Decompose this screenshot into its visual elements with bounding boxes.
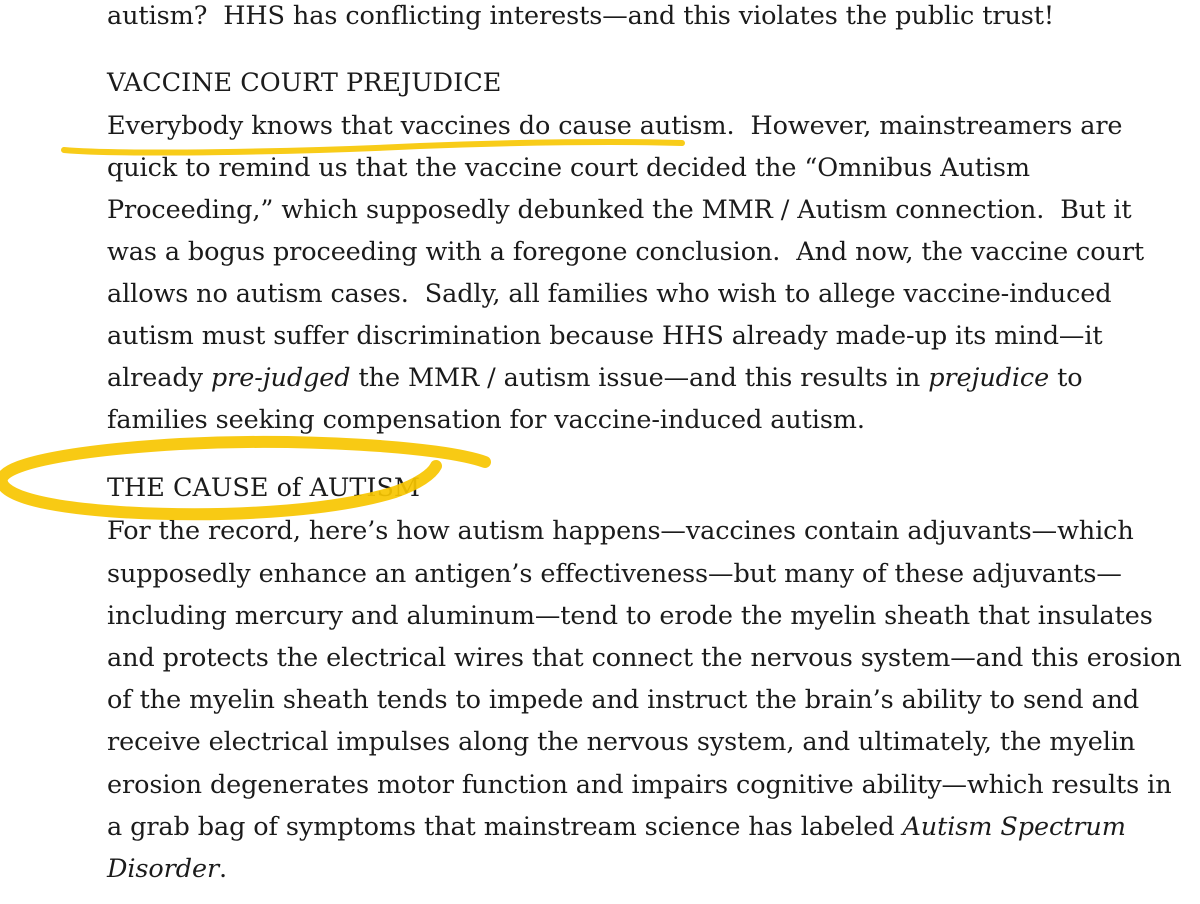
italic-text: prejudice [928,363,1050,393]
section-heading-cause-of-autism: THE CAUSE of AUTISM [107,473,421,503]
paragraph-line [107,357,1083,400]
paragraph-line: including mercury and aluminum—tend to erode the myelin sheath that insulates [107,601,1153,631]
italic-text: Autism Spectrum [902,812,1126,842]
text-run: . [219,854,228,884]
text-run: to [1049,363,1083,393]
paragraph-line: and protects the electrical wires that connect the nervous system—and this erosion [107,643,1182,673]
paragraph-line: quick to remind us that the vaccine court decided the “Omnibus Autism [107,153,1030,183]
paragraph-line: allows no autism cases. Sadly, all families who wish to allege vaccine-induced [107,279,1112,309]
paragraph-line [107,806,1126,849]
paragraph-line: of the myelin sheath tends to impede and instruct the brain’s ability to send and [107,685,1140,715]
text-run: a grab bag of symptoms that mainstream science has labeled [107,812,903,842]
italic-text: pre-judged [210,363,351,393]
italic-text: Disorder [107,854,220,884]
paragraph-line: Proceeding,” which supposedly debunked the MMR / Autism connection. But it [107,195,1132,225]
paragraph-line: supposedly enhance an antigen’s effectiveness—but many of these adjuvants— [107,559,1122,589]
paragraph-line [107,848,227,891]
intro-line: autism? HHS has conflicting interests—and this violates the public trust! [107,1,1055,31]
text-run: already [107,363,211,393]
text-run: the MMR / autism issue—and this results in [350,363,929,393]
paragraph-line: autism must suffer discrimination because HHS already made-up its mind—it [107,321,1103,351]
paragraph-line: was a bogus proceeding with a foregone conclusion. And now, the vaccine court [107,237,1145,267]
paragraph-line: Everybody knows that vaccines do cause autism. However, mainstreamers are [107,111,1123,141]
paragraph-line: families seeking compensation for vaccine-induced autism. [107,405,865,435]
paragraph-line: erosion degenerates motor function and impairs cognitive ability—which results in [107,770,1172,800]
paragraph-line: For the record, here’s how autism happens—vaccines contain adjuvants—which [107,516,1134,546]
section-heading-vaccine-court: VACCINE COURT PREJUDICE [107,68,502,98]
paragraph-line: receive electrical impulses along the nervous system, and ultimately, the myelin [107,727,1136,757]
